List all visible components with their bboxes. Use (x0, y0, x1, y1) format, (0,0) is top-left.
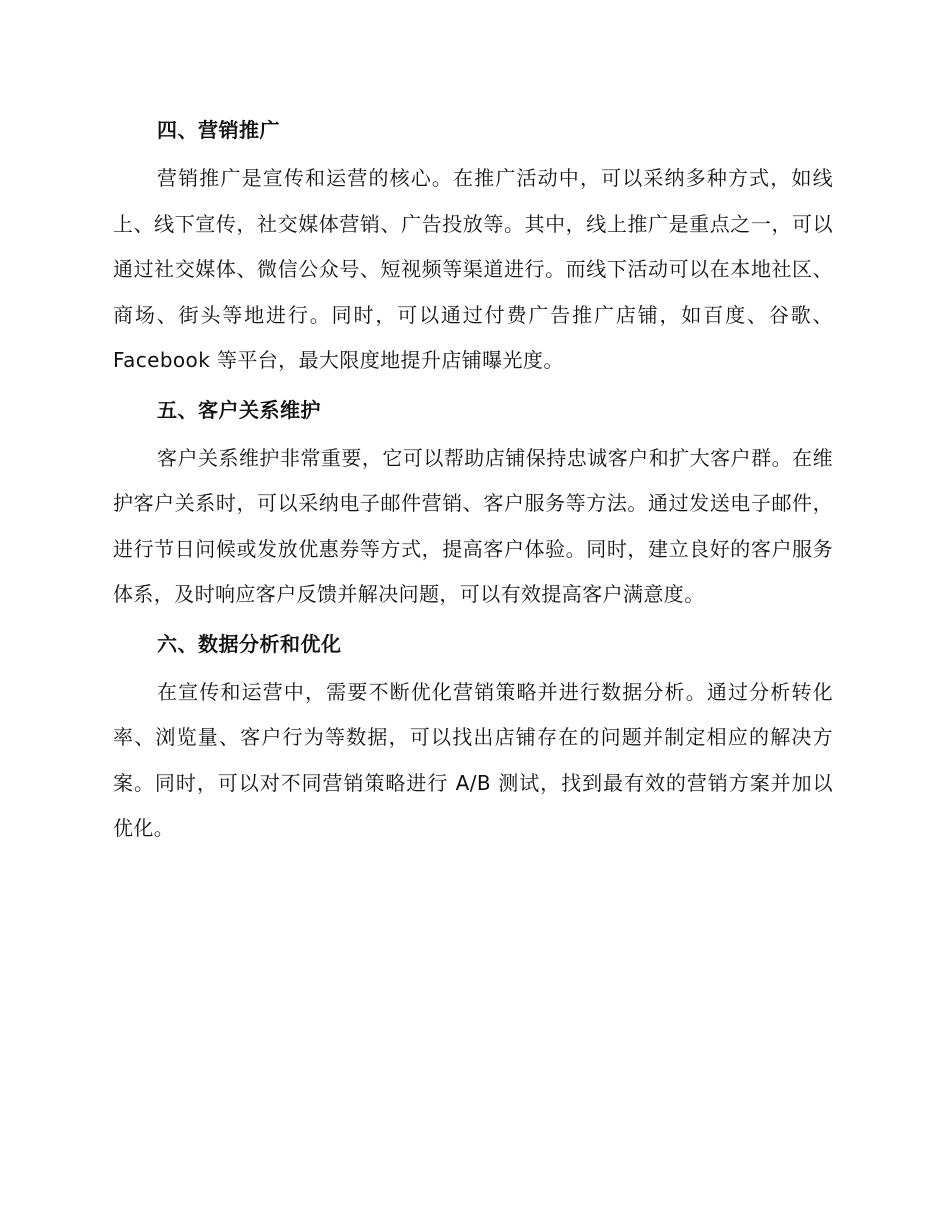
section-data-analysis (113, 624, 833, 852)
section-marketing-promotion (113, 110, 833, 384)
section-heading: 六、数据分析和优化 (157, 631, 342, 656)
section-paragraph: 客户关系维护非常重要，它可以帮助店铺保持忠诚客户和扩大客户群。在维护客户关系时，可以采纳电子邮件营销、客户服务等方法。通过发送电子邮件，进行节日问候或发放优惠券等方式，提高客户体验。同时，建立良好的客户服务体系，及时响应客户反馈并解决问题，可以有效提高客户满意度。 (113, 445, 833, 606)
section-customer-relations (113, 390, 833, 618)
document-body (113, 110, 833, 852)
section-heading: 五、客户关系维护 (157, 397, 321, 422)
section-paragraph: 营销推广是宣传和运营的核心。在推广活动中，可以采纳多种方式，如线上、线下宣传，社交媒体营销、广告投放等。其中，线上推广是重点之一，可以通过社交媒体、微信公众号、短视频等渠道进行。而线下活动可以在本地社区、商场、街头等地进行。同时，可以通过付费广告推广店铺，如百度、谷歌、Facebook 等平台，最大限度地提升店铺曝光度。 (113, 166, 833, 372)
section-heading: 四、营销推广 (157, 118, 280, 142)
section-paragraph: 在宣传和运营中，需要不断优化营销策略并进行数据分析。通过分析转化率、浏览量、客户行为等数据，可以找出店铺存在的问题并制定相应的解决方案。同时，可以对不同营销策略进行 A/B 测试，找到最有效的营销方案并加以优化。 (113, 679, 833, 840)
